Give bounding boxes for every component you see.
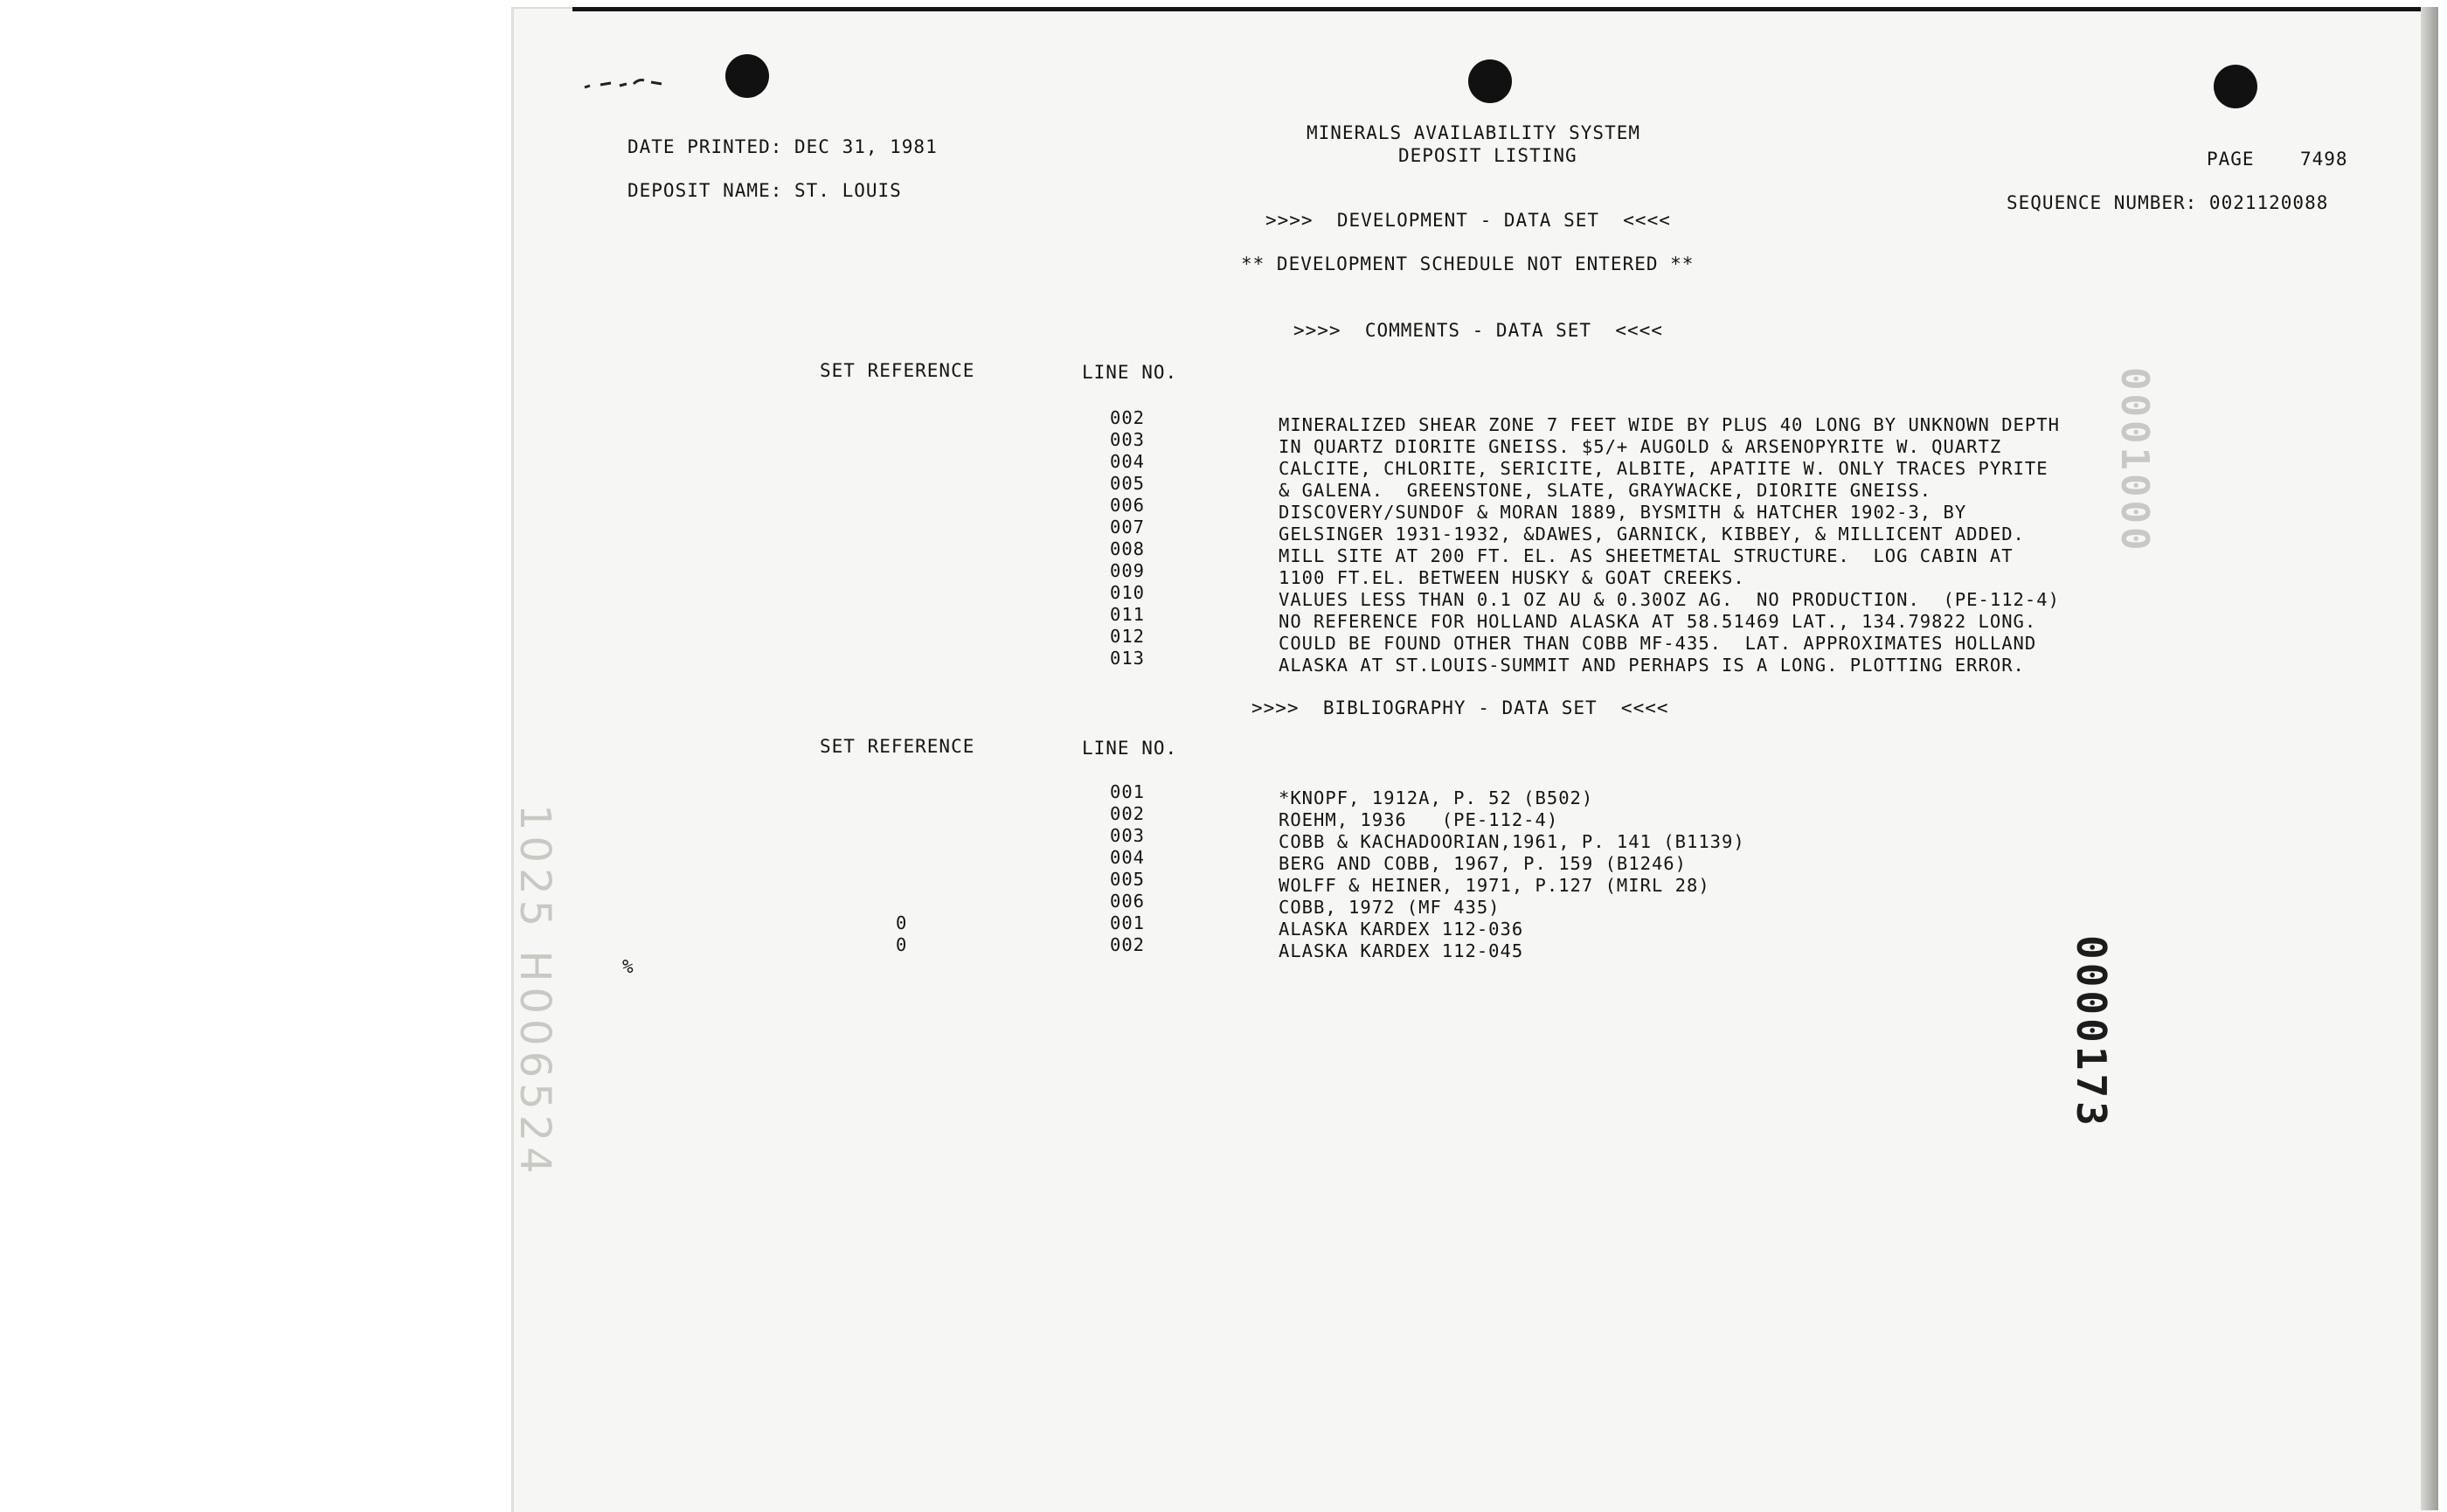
comment-line-no: 003 — [1110, 429, 1146, 450]
bib-line-no: 006 — [1110, 891, 1146, 912]
comment-line-no: 004 — [1110, 451, 1146, 472]
comment-text: & GALENA. GREENSTONE, SLATE, GRAYWACKE, DIORITE GNEISS. — [1279, 480, 1932, 501]
stamp-ghost-number: 0001000 — [2112, 367, 2157, 554]
comment-line-no: 008 — [1110, 538, 1146, 559]
comment-text: MINERALIZED SHEAR ZONE 7 FEET WIDE BY PLUS 40 LONG BY UNKNOWN DEPTH — [1279, 414, 2060, 435]
comment-text: COULD BE FOUND OTHER THAN COBB MF-435. LAT. APPROXIMATES HOLLAND — [1279, 633, 2037, 654]
listing-title: DEPOSIT LISTING — [1398, 145, 1577, 166]
comments-col-set-reference: SET REFERENCE — [820, 360, 975, 381]
comment-text: GELSINGER 1931-1932, &DAWES, GARNICK, KIBBEY, & MILLICENT ADDED. — [1279, 524, 2025, 544]
punch-hole-center — [1468, 59, 1512, 103]
comment-line-no: 007 — [1110, 517, 1146, 538]
bib-set-reference: 0 — [896, 912, 908, 933]
bib-line-no: 002 — [1110, 934, 1146, 955]
bibliography-heading: >>>> BIBLIOGRAPHY - DATA SET <<<< — [1251, 697, 1669, 718]
scribble-mark — [581, 70, 686, 96]
comment-line-no: 010 — [1110, 582, 1146, 603]
bib-line-no: 004 — [1110, 847, 1146, 868]
comment-line-no: 013 — [1110, 648, 1146, 669]
bibliography-col-set-reference: SET REFERENCE — [820, 736, 975, 757]
comment-line-no: 002 — [1110, 407, 1146, 428]
page-right-edge — [2421, 7, 2438, 1510]
deposit-name: DEPOSIT NAME: ST. LOUIS — [627, 180, 902, 201]
comment-text: DISCOVERY/SUNDOF & MORAN 1889, BYSMITH & HATCHER 1902-3, BY — [1279, 502, 1967, 523]
punch-hole-right — [2214, 65, 2257, 108]
bib-line-no: 001 — [1110, 912, 1146, 933]
margin-handwriting: 1025 H006524 — [510, 804, 559, 1179]
bib-text: COBB, 1972 (MF 435) — [1279, 897, 1501, 918]
development-heading: >>>> DEVELOPMENT - DATA SET <<<< — [1265, 210, 1671, 231]
bib-text: BERG AND COBB, 1967, P. 159 (B1246) — [1279, 853, 1687, 874]
date-printed: DATE PRINTED: DEC 31, 1981 — [627, 136, 938, 157]
punch-hole-left — [725, 54, 769, 98]
comment-line-no: 011 — [1110, 604, 1146, 625]
bib-text: *KNOPF, 1912A, P. 52 (B502) — [1279, 787, 1594, 808]
comment-line-no: 009 — [1110, 560, 1146, 581]
comment-line-no: 012 — [1110, 626, 1146, 647]
comment-text: ALASKA AT ST.LOUIS-SUMMIT AND PERHAPS IS A LONG. PLOTTING ERROR. — [1279, 655, 2025, 676]
margin-mark: % — [622, 956, 634, 977]
comments-col-line-no: LINE NO. — [1082, 362, 1178, 383]
bib-line-no: 002 — [1110, 803, 1146, 824]
stamp-number: 0000173 — [2068, 935, 2115, 1129]
comment-line-no: 006 — [1110, 495, 1146, 516]
sequence-number: SEQUENCE NUMBER: 0021120088 — [2007, 192, 2329, 213]
comment-text: MILL SITE AT 200 FT. EL. AS SHEETMETAL STRUCTURE. LOG CABIN AT — [1279, 545, 2014, 566]
bib-line-no: 003 — [1110, 825, 1146, 846]
bib-set-reference: 0 — [896, 934, 908, 955]
comment-text: NO REFERENCE FOR HOLLAND ALASKA AT 58.51469 LAT., 134.79822 LONG. — [1279, 611, 2037, 632]
comments-heading: >>>> COMMENTS - DATA SET <<<< — [1293, 320, 1663, 341]
bib-line-no: 001 — [1110, 781, 1146, 802]
bib-text: ROEHM, 1936 (PE-112-4) — [1279, 809, 1559, 830]
page-top-edge — [572, 7, 2430, 11]
bib-text: ALASKA KARDEX 112-045 — [1279, 940, 1524, 961]
bib-text: ALASKA KARDEX 112-036 — [1279, 919, 1524, 940]
development-note: ** DEVELOPMENT SCHEDULE NOT ENTERED ** — [1241, 253, 1695, 274]
comment-text: IN QUARTZ DIORITE GNEISS. $5/+ AUGOLD & ARSENOPYRITE W. QUARTZ — [1279, 436, 2002, 457]
comment-text: 1100 FT.EL. BETWEEN HUSKY & GOAT CREEKS. — [1279, 567, 1745, 588]
page-number: 7498 — [2300, 149, 2348, 170]
page-label: PAGE — [2207, 149, 2255, 170]
bib-line-no: 005 — [1110, 869, 1146, 890]
system-title: MINERALS AVAILABILITY SYSTEM — [1307, 122, 1641, 143]
comment-line-no: 005 — [1110, 473, 1146, 494]
comment-text: VALUES LESS THAN 0.1 OZ AU & 0.30OZ AG. NO PRODUCTION. (PE-112-4) — [1279, 589, 2060, 610]
bibliography-col-line-no: LINE NO. — [1082, 738, 1178, 759]
comment-text: CALCITE, CHLORITE, SERICITE, ALBITE, APATITE W. ONLY TRACES PYRITE — [1279, 458, 2048, 479]
bib-text: WOLFF & HEINER, 1971, P.127 (MIRL 28) — [1279, 875, 1710, 896]
bib-text: COBB & KACHADOORIAN,1961, P. 141 (B1139) — [1279, 831, 1745, 852]
